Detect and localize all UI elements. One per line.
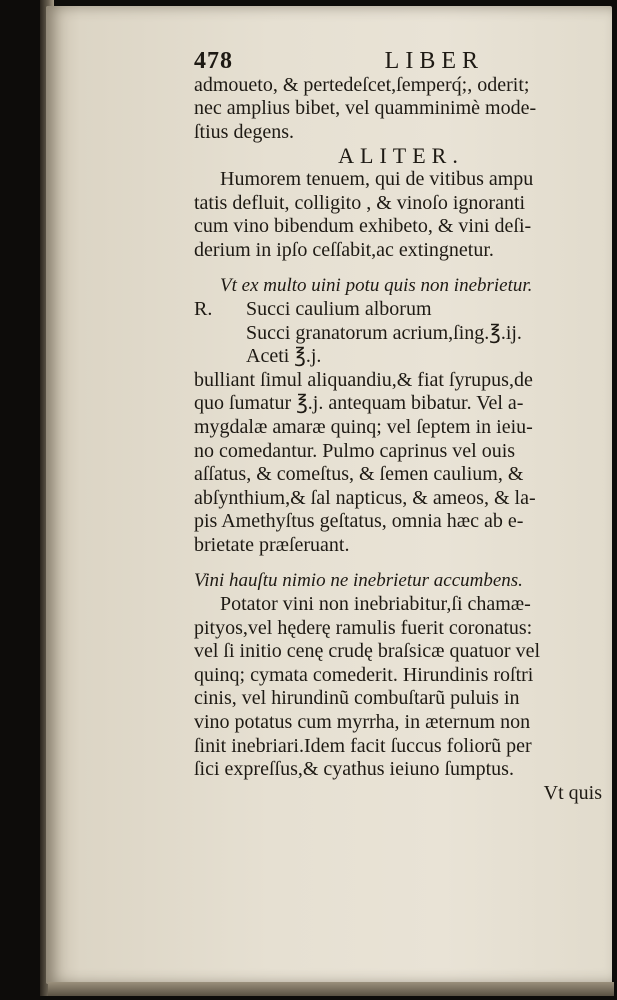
- catchword: Vt quis: [543, 781, 602, 804]
- text-line: admoueto, & pertedeſcet,ſemperq́;, oderit;: [194, 73, 530, 96]
- text-line: ſtius degens.: [194, 120, 294, 143]
- text-line: aſſatus, & comeſtus, & ſemen caulium, &: [194, 463, 524, 486]
- recipe-ingredient: Succi granatorum acrium,ſing.℥.ij.: [246, 321, 522, 344]
- text-line: quo ſumatur ℥.j. antequam bibatur. Vel a-: [194, 392, 524, 415]
- recipe-ingredient: Succi caulium alborum: [246, 297, 432, 320]
- text-line: ſinit inebriari.Idem facit ſuccus foliorũ per: [194, 734, 532, 757]
- recipe-ingredient: Aceti ℥.j.: [246, 345, 322, 368]
- recipe-symbol: R.: [194, 297, 213, 320]
- text-line: quinq; cymata comederit. Hirundinis roſtri: [194, 663, 534, 686]
- running-header: [194, 50, 494, 74]
- running-title: LIBER: [384, 50, 484, 74]
- text-line: pityos,vel hęderę ramulis fuerit coronatus:: [194, 616, 533, 639]
- text-line: vino potatus cum myrrha, in æternum non: [194, 711, 531, 734]
- text-line: bulliant ſimul aliquandiu,& fiat ſyrupus,de: [194, 368, 533, 391]
- text-line: ſici expreſſus,& cyathus ieiuno ſumptus.: [194, 758, 514, 781]
- text-line: pis Amethyſtus geſtatus, omnia hæc ab e-: [194, 510, 524, 533]
- text-line: Humorem tenuem, qui de vitibus ampu: [220, 167, 534, 190]
- text-line: derium in ipſo ceſſabit,ac extingnetur.: [194, 238, 494, 261]
- text-line: nec amplius bibet, vel quamminimè mode-: [194, 97, 537, 120]
- section-title: Vini hauſtu nimio ne inebrietur accumbens.: [194, 570, 523, 592]
- text-line: abſynthium,& ſal napticus, & ameos, & la-: [194, 486, 536, 509]
- page-edge: [48, 982, 614, 996]
- recipe-line: [194, 298, 608, 322]
- page-text: [194, 50, 608, 805]
- section-heading-aliter: ALITER.: [338, 144, 464, 168]
- text-line: cinis, vel hirundinũ combuſtarũ puluis in: [194, 687, 520, 710]
- text-line: vel ſi initio cenę crudę braſsicæ quatuor vel: [194, 640, 540, 663]
- text-line: tatis defluit, colligito , & vinoſo ignoranti: [194, 191, 526, 214]
- section-title: Vt ex multo uini potu quis non inebrietur.: [220, 275, 533, 297]
- page-number: 478: [194, 50, 233, 74]
- text-line: Potator vini non inebriabitur,ſi chamæ-: [220, 593, 531, 616]
- text-line: brietate præſeruant.: [194, 533, 350, 556]
- text-line: mygdalæ amaræ quinq; vel ſeptem in ieiu-: [194, 415, 533, 438]
- text-line: no comedantur. Pulmo caprinus vel ouis: [194, 439, 516, 462]
- text-line: cum vino bibendum exhibeto, & vini deſi-: [194, 215, 532, 238]
